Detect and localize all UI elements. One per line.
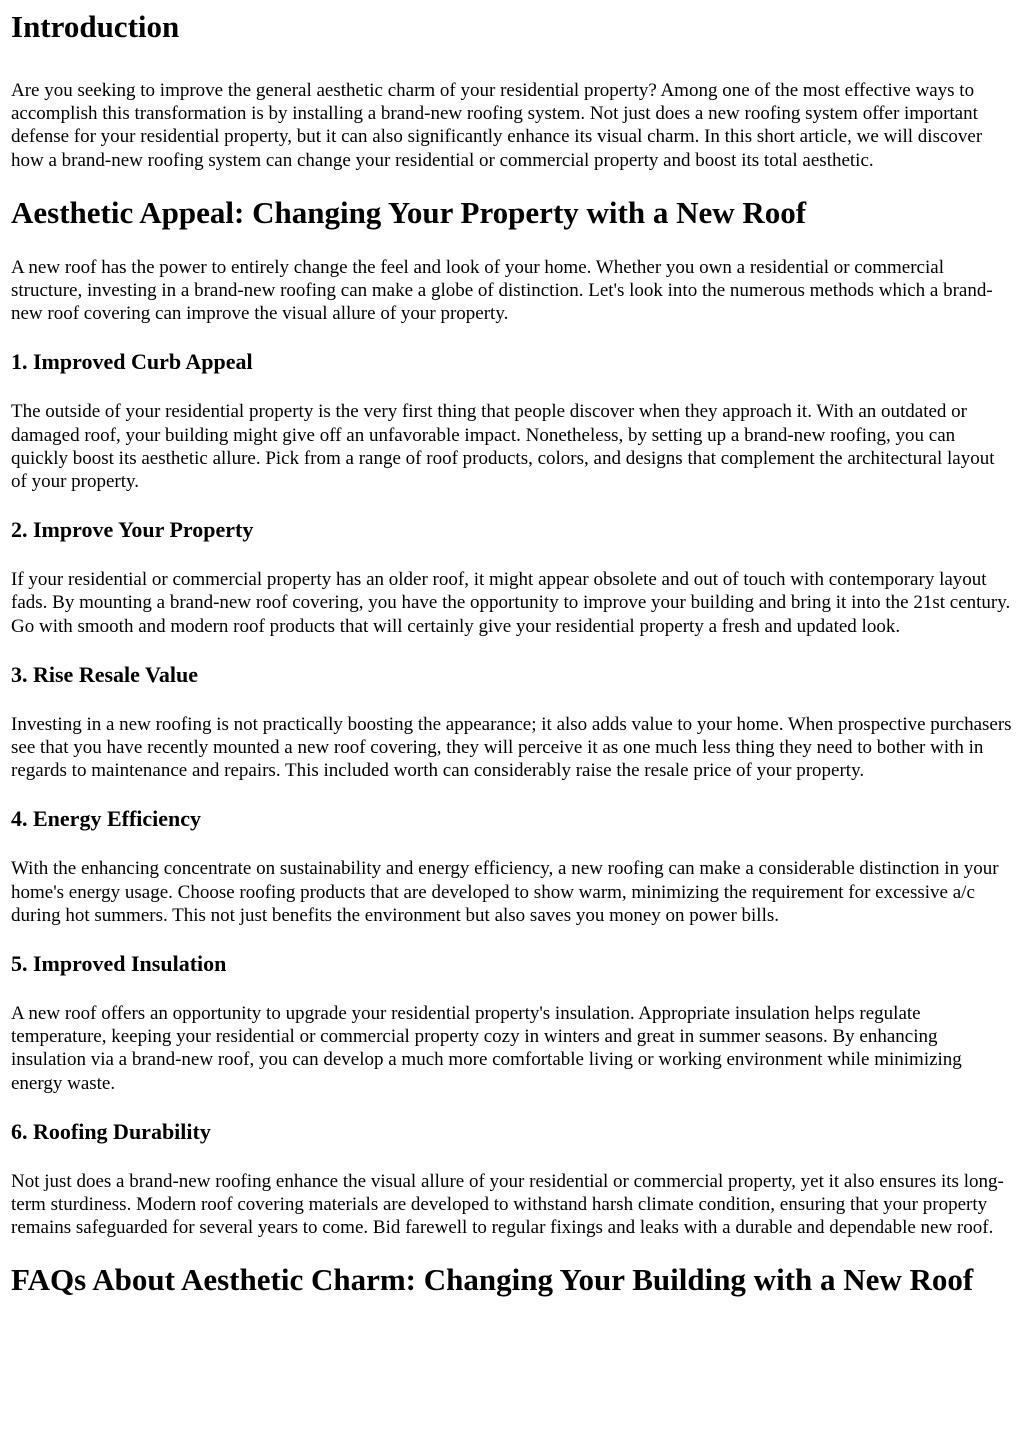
section-paragraph: Investing in a new roofing is not practically boosting the appearance; it also adds value to your home. When prospective purchasers see that you have recently mounted a new roof covering, they will perceive it as one much less thing they need to bother with in regards to maintenance and repairs. This included worth can considerably raise the resale price of your property. bbox=[11, 713, 1012, 782]
section-paragraph: Not just does a brand-new roofing enhance the visual allure of your residential or commercial property, yet it also ensures its long-term sturdiness. Modern roof covering materials are developed to withstand harsh climate condition, ensuring that your property remains safeguarded for several years to come. Bid farewell to regular fixings and leaks with a durable and dependable new roof. bbox=[11, 1170, 1004, 1239]
section-paragraph: With the enhancing concentrate on sustainability and energy efficiency, a new roofing can make a considerable distinction in your home's energy usage. Choose roofing products that are developed to show warm, minimizing the requirement for excessive a/c during hot summers. This not just benefits the environment but also saves you money on power bills. bbox=[11, 858, 999, 926]
section-paragraph: A new roof offers an opportunity to upgrade your residential property's insulation. Appropriate insulation helps regulate temperature, keeping your residential or commercial property cozy in winters and great in summer seasons. By enhancing insulation via a brand-new roof, you can develop a much more comfortable living or working environment while minimizing energy waste. bbox=[11, 1003, 962, 1094]
faq-heading: FAQs About Aesthetic Charm: Changing Your Building with a New Roof bbox=[11, 1262, 974, 1298]
aesthetic-appeal-heading: Aesthetic Appeal: Changing Your Property with a New Roof bbox=[11, 194, 807, 230]
section-paragraph: If your residential or commercial property has an older roof, it might appear obsolete and out of touch with contemporary layout fads. By mounting a brand-new roof covering, you have the opportunity to improve your building and bring it into the 21st century. Go with smooth and modern roof products that will certainly give your residential property a fresh and updated look. bbox=[11, 569, 1011, 637]
introduction-paragraph: Are you seeking to improve the general aesthetic charm of your residential property? Among one of the most effective ways to accomplish this transformation is by installing a brand-new roofing system. Not just does a new roofing system offer important defense for your residential property, but it can also significantly enhance its visual charm. In this short article, we will discover how a brand-new roofing system can change your residential or commercial property and boost its total aesthetic. bbox=[11, 80, 983, 171]
section-heading: 1. Improved Curb Appeal bbox=[11, 349, 253, 375]
introduction-heading: Introduction bbox=[11, 9, 180, 44]
section-heading: 6. Roofing Durability bbox=[11, 1118, 211, 1144]
section-heading: 2. Improve Your Property bbox=[11, 517, 254, 543]
aesthetic-appeal-paragraph: A new roof has the power to entirely change the feel and look of your home. Whether you own a residential or commercial structure, investing in a brand-new roofing can make a globe of distinction. Let's look into the numerous methods which a brand-new roof covering can improve the visual allure of your property. bbox=[11, 256, 993, 325]
section-paragraph: The outside of your residential property is the very first thing that people discover when they approach it. With an outdated or damaged roof, your building might give off an unfavorable impact. Nonetheless, by setting up a brand-new roofing, you can quickly boost its aesthetic allure. Pick from a range of roof products, colors, and designs that complement the architectural layout of your property. bbox=[11, 401, 995, 493]
section-heading: 4. Energy Efficiency bbox=[11, 806, 202, 832]
section-heading: 5. Improved Insulation bbox=[11, 951, 227, 977]
section-heading: 3. Rise Resale Value bbox=[11, 661, 198, 687]
